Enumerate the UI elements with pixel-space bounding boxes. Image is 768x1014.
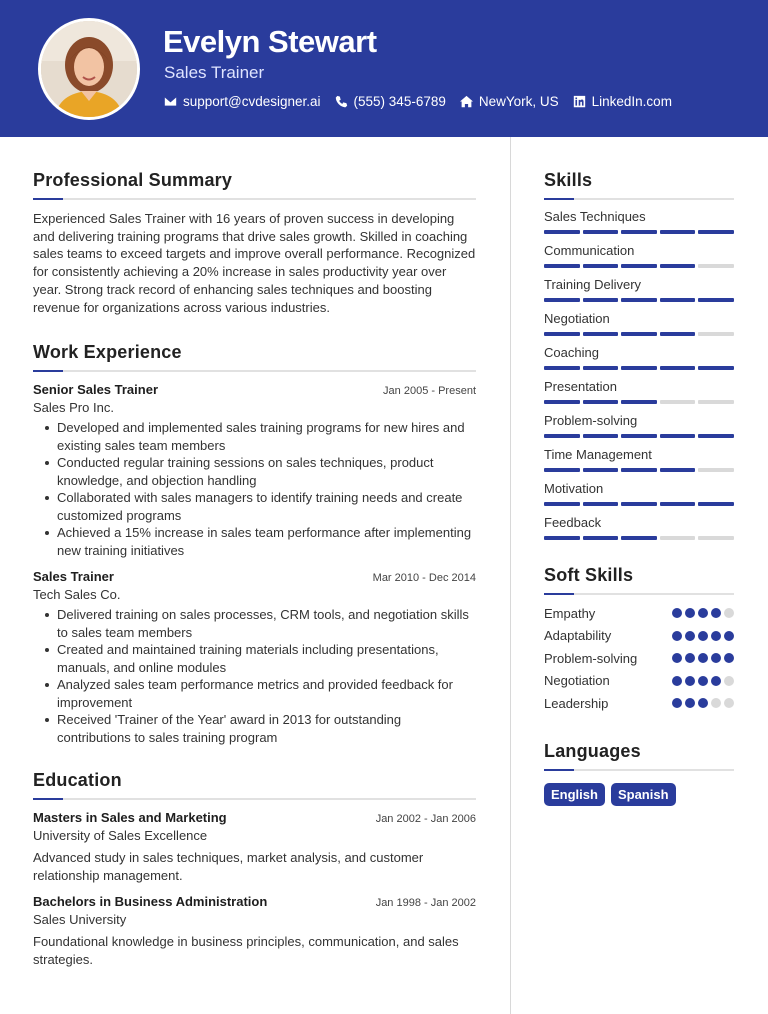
location-text: NewYork, US: [478, 94, 559, 109]
skill-name: Negotiation: [544, 311, 610, 326]
skill-level-segment: [660, 264, 696, 268]
skill-level-segment: [621, 468, 657, 472]
education-date: Jan 1998 - Jan 2002: [375, 897, 476, 910]
skill-level-segment: [660, 230, 696, 234]
skill-level-segment: [583, 400, 619, 404]
job-bullets: [33, 419, 476, 559]
phone-text: (555) 345-6789: [353, 94, 446, 109]
rating-dot: [711, 653, 721, 663]
rating-dot: [711, 698, 721, 708]
skill-level-segment: [621, 502, 657, 506]
skill-level-segment: [698, 264, 734, 268]
resume-header: [0, 0, 768, 137]
rating-dot: [685, 631, 695, 641]
job-company: Tech Sales Co.: [33, 587, 121, 603]
summary-text: Experienced Sales Trainer with 16 years of proven success in developing and delivering training programs that drive sales growth. Skilled in coaching sales teams to exceed targets and improve overall performance. Recognized for consistently achieving a 20% increase in sales productivity year over year. Strong track record of enhancing sales techniques and boosting revenue for organizations across various industries.: [33, 211, 476, 315]
section-title: Professional Summary: [33, 170, 233, 190]
skill-item: [544, 481, 734, 506]
skill-name: Sales Techniques: [544, 209, 646, 224]
job-date: Jan 2005 - Present: [383, 385, 476, 398]
soft-skill-name: Empathy: [544, 605, 596, 621]
skill-level-segment: [660, 468, 696, 472]
section-title: Education: [33, 770, 122, 791]
degree-title: Masters in Sales and Marketing: [33, 810, 227, 826]
soft-skill-name: Adaptability: [544, 628, 612, 644]
skill-level-segment: [698, 298, 734, 302]
rating-dot: [685, 653, 695, 663]
section-rule: [33, 198, 476, 200]
job-bullet: Collaborated with sales managers to identify training needs and create customized programs: [33, 489, 476, 524]
skill-level-segment: [544, 502, 580, 506]
skill-level-segment: [544, 298, 580, 302]
skill-level-segment: [660, 502, 696, 506]
skill-level-segment: [621, 366, 657, 370]
skill-level-segment: [544, 366, 580, 370]
job-title: Sales Trainer: [33, 569, 114, 585]
skill-level-bar: [544, 230, 734, 234]
rating-dot: [724, 698, 734, 708]
profile-photo: [38, 18, 140, 120]
skill-level-segment: [621, 264, 657, 268]
skill-level-segment: [621, 230, 657, 234]
skill-level-bar: [544, 468, 734, 472]
section-rule: [33, 798, 476, 800]
language-badge: English: [544, 783, 605, 806]
skill-level-bar: [544, 434, 734, 438]
rating-dot: [724, 653, 734, 663]
skill-level-segment: [698, 536, 734, 540]
skill-level-segment: [544, 468, 580, 472]
rating-dot: [698, 608, 708, 618]
job-bullet: Developed and implemented sales training programs for new hires and existing sales team members: [33, 419, 476, 454]
skill-level-segment: [698, 400, 734, 404]
languages-section: [544, 741, 734, 806]
rating-dot: [724, 608, 734, 618]
rating-dot: [711, 608, 721, 618]
skill-level-segment: [544, 400, 580, 404]
skill-level-segment: [544, 230, 580, 234]
school-name: University of Sales Excellence: [33, 828, 208, 844]
skill-level-segment: [544, 264, 580, 268]
rating-dot: [698, 676, 708, 686]
education-description: Foundational knowledge in business principles, communication, and sales strategies.: [33, 934, 459, 967]
skill-level-segment: [660, 536, 696, 540]
skill-level-segment: [660, 332, 696, 336]
job-bullet: Achieved a 15% increase in sales team performance after implementing new training initiatives: [33, 524, 476, 559]
side-column: [544, 170, 734, 806]
section-rule: [544, 198, 734, 200]
job-bullet: Conducted regular training sessions on sales techniques, product knowledge, and objection handling: [33, 454, 476, 489]
skill-name: Presentation: [544, 379, 617, 394]
contact-linkedin[interactable]: [573, 94, 672, 109]
soft-skills-section: [544, 565, 734, 715]
skill-level-segment: [698, 366, 734, 370]
contact-email[interactable]: [164, 94, 321, 109]
skill-level-segment: [698, 230, 734, 234]
contact-list: [164, 94, 672, 109]
job-bullet: Received 'Trainer of the Year' award in 2013 for outstanding contributions to sales training program: [33, 711, 476, 746]
education-date: Jan 2002 - Jan 2006: [375, 813, 476, 826]
skill-level-segment: [583, 230, 619, 234]
soft-skill-rating: [672, 653, 734, 663]
linkedin-icon: [573, 95, 586, 108]
contact-phone[interactable]: [335, 94, 446, 109]
skill-item: [544, 345, 734, 370]
job-date: Mar 2010 - Dec 2014: [372, 572, 476, 585]
skill-level-segment: [660, 400, 696, 404]
section-rule: [544, 769, 734, 771]
skill-level-segment: [621, 434, 657, 438]
rating-dot: [698, 653, 708, 663]
skill-level-segment: [621, 332, 657, 336]
skills-list: [544, 209, 734, 540]
rating-dot: [672, 608, 682, 618]
main-column: [33, 170, 476, 968]
section-rule: [33, 370, 476, 372]
skill-level-segment: [660, 434, 696, 438]
skill-level-bar: [544, 332, 734, 336]
skill-name: Training Delivery: [544, 277, 642, 292]
education-section: [33, 770, 476, 968]
rating-dot: [724, 676, 734, 686]
candidate-title: Sales Trainer: [164, 63, 265, 82]
skill-level-bar: [544, 400, 734, 404]
rating-dot: [685, 676, 695, 686]
rating-dot: [685, 698, 695, 708]
skill-item: [544, 277, 734, 302]
language-badge: Spanish: [611, 783, 676, 806]
column-divider: [510, 137, 511, 1014]
education-description: Advanced study in sales techniques, market analysis, and customer relationship management.: [33, 850, 424, 883]
skill-level-segment: [544, 332, 580, 336]
soft-skill-item: [544, 647, 734, 670]
skill-item: [544, 379, 734, 404]
rating-dot: [698, 698, 708, 708]
skill-name: Communication: [544, 243, 635, 258]
section-title: Soft Skills: [544, 565, 634, 585]
skill-level-bar: [544, 298, 734, 302]
skill-level-bar: [544, 366, 734, 370]
rating-dot: [672, 698, 682, 708]
skill-item: [544, 209, 734, 234]
skill-level-segment: [621, 298, 657, 302]
candidate-name: Evelyn Stewart: [163, 24, 377, 59]
job-entry: [33, 382, 476, 559]
skill-name: Time Management: [544, 447, 652, 462]
skill-level-segment: [583, 264, 619, 268]
contact-location: [460, 94, 559, 109]
skill-level-segment: [698, 434, 734, 438]
soft-skill-item: [544, 625, 734, 648]
soft-skill-name: Negotiation: [544, 673, 610, 689]
skill-level-segment: [583, 366, 619, 370]
soft-skill-rating: [672, 676, 734, 686]
job-bullet: Delivered training on sales processes, CRM tools, and negotiation skills to sales team members: [33, 606, 476, 641]
phone-icon: [335, 95, 348, 108]
soft-skill-item: [544, 670, 734, 693]
skill-level-bar: [544, 502, 734, 506]
skill-item: [544, 413, 734, 438]
languages-list: [544, 783, 734, 806]
skill-item: [544, 515, 734, 540]
skill-name: Feedback: [544, 515, 602, 530]
job-company: Sales Pro Inc.: [33, 400, 114, 416]
home-icon: [460, 95, 473, 108]
skill-level-segment: [621, 536, 657, 540]
rating-dot: [711, 676, 721, 686]
skill-name: Motivation: [544, 481, 604, 496]
skill-name: Problem-solving: [544, 413, 638, 428]
skill-item: [544, 311, 734, 336]
skill-level-segment: [583, 332, 619, 336]
skill-level-segment: [698, 502, 734, 506]
degree-title: Bachelors in Business Administration: [33, 894, 268, 910]
education-entry: [33, 894, 476, 968]
summary-section: [33, 170, 476, 316]
soft-skill-item: [544, 692, 734, 715]
skill-level-segment: [698, 468, 734, 472]
envelope-icon: [164, 95, 177, 108]
skill-level-segment: [544, 434, 580, 438]
section-rule: [544, 593, 734, 595]
job-title: Senior Sales Trainer: [33, 382, 159, 398]
rating-dot: [672, 631, 682, 641]
soft-skill-name: Leadership: [544, 695, 609, 711]
skill-level-segment: [583, 536, 619, 540]
skill-level-segment: [583, 298, 619, 302]
soft-skill-rating: [672, 631, 734, 641]
experience-section: [33, 342, 476, 746]
rating-dot: [724, 631, 734, 641]
education-entry: [33, 810, 476, 884]
job-bullet: Analyzed sales team performance metrics and provided feedback for improvement: [33, 676, 476, 711]
school-name: Sales University: [33, 912, 127, 928]
skill-level-segment: [621, 400, 657, 404]
skill-level-segment: [583, 502, 619, 506]
skill-level-bar: [544, 536, 734, 540]
skill-item: [544, 243, 734, 268]
soft-skill-item: [544, 602, 734, 625]
skills-section: [544, 170, 734, 540]
soft-skill-name: Problem-solving: [544, 650, 638, 666]
skill-name: Coaching: [544, 345, 599, 360]
linkedin-text: LinkedIn.com: [591, 94, 672, 109]
rating-dot: [711, 631, 721, 641]
job-bullets: [33, 606, 476, 746]
job-entry: [33, 569, 476, 746]
section-title: Work Experience: [33, 342, 182, 363]
skill-level-segment: [583, 434, 619, 438]
rating-dot: [672, 676, 682, 686]
section-title: Skills: [544, 170, 593, 190]
person-photo-icon: [41, 21, 137, 117]
soft-skills-list: [544, 602, 734, 715]
soft-skill-rating: [672, 608, 734, 618]
soft-skill-rating: [672, 698, 734, 708]
skill-level-bar: [544, 264, 734, 268]
rating-dot: [698, 631, 708, 641]
job-bullet: Created and maintained training materials including presentations, manuals, and online modules: [33, 641, 476, 676]
skill-level-segment: [583, 468, 619, 472]
rating-dot: [672, 653, 682, 663]
rating-dot: [685, 608, 695, 618]
section-title: Languages: [544, 740, 641, 761]
skill-level-segment: [544, 536, 580, 540]
skill-item: [544, 447, 734, 472]
skill-level-segment: [698, 332, 734, 336]
skill-level-segment: [660, 298, 696, 302]
skill-level-segment: [660, 366, 696, 370]
email-text: support@cvdesigner.ai: [183, 94, 321, 109]
